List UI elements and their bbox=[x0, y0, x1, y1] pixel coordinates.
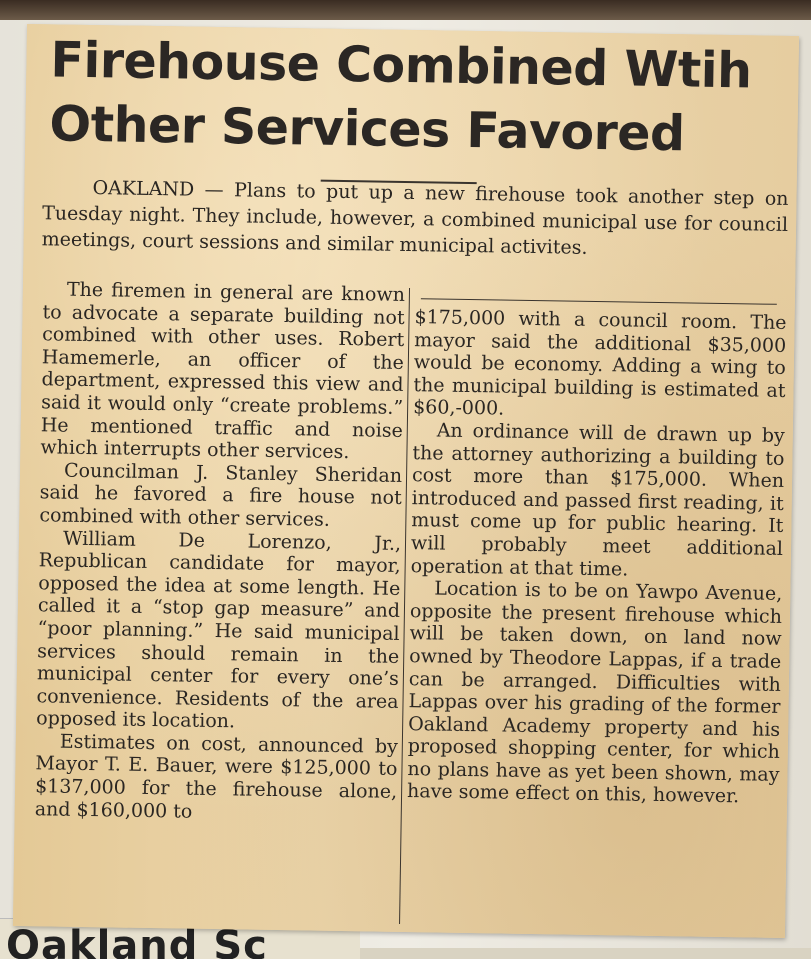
right-column-rule bbox=[421, 298, 777, 305]
paragraph: Estimates on cost, announced by Mayor T. E. Bauer, were $125,000 to $137,000 for the firehouse alone, and $160,000 to bbox=[34, 730, 398, 823]
next-clipping-headline: Oakland Sc bbox=[6, 923, 268, 959]
lede-paragraph: OAKLAND — Plans to put up a new firehouse took another step on Tuesday night. They include, however, a combined municipal use for council meetings, court sessions and similar municipal activites. bbox=[41, 177, 789, 259]
newspaper-clipping bbox=[13, 24, 799, 938]
left-column bbox=[35, 278, 405, 826]
paragraph: Location is to be on Yawpo Avenue, opposite the present firehouse which will be taken down, on land now owned by Theodore Lappas, if a trade can be arranged. Difficulties with Lappas over his grading of the former Oakland Academy property and his proposed shopping center, for which no plans have as yet been shown, may have some effect on this, however. bbox=[406, 577, 783, 808]
paragraph: William De Lorenzo, Jr., Republican candidate for mayor, opposed the idea at some length. He called it a “stop gap measure” and “poor planning.” He said municipal services should remain in the municipal center for every one’s convenience. Residents of the area opposed its location. bbox=[36, 527, 402, 733]
paragraph: Councilman J. Stanley Sheridan said he favored a fire house not combined with other services. bbox=[39, 459, 403, 531]
paragraph: $175,000 with a council room. The mayor said the additional $35,000 would be economy. Adding a wing to the municipal building is estimated at $60,-000. bbox=[412, 306, 787, 420]
paragraph: The firemen in general are known to advocate a separate building not combined with other uses. Robert Hamemerle, an officer of the department, expressed this view and said it would only “create problems.” He mentioned traffic and noise which interrupts other services. bbox=[40, 278, 406, 464]
right-column bbox=[407, 306, 787, 809]
headline: Firehouse Combined Wtih Other Services Favored bbox=[49, 31, 752, 163]
paragraph: An ordinance will de drawn up by the attorney authorizing a building to cost more than $175,000. When introduced and passed first reading, it must come up for public hearing. It will probably meet additional operation at that time. bbox=[410, 419, 785, 581]
